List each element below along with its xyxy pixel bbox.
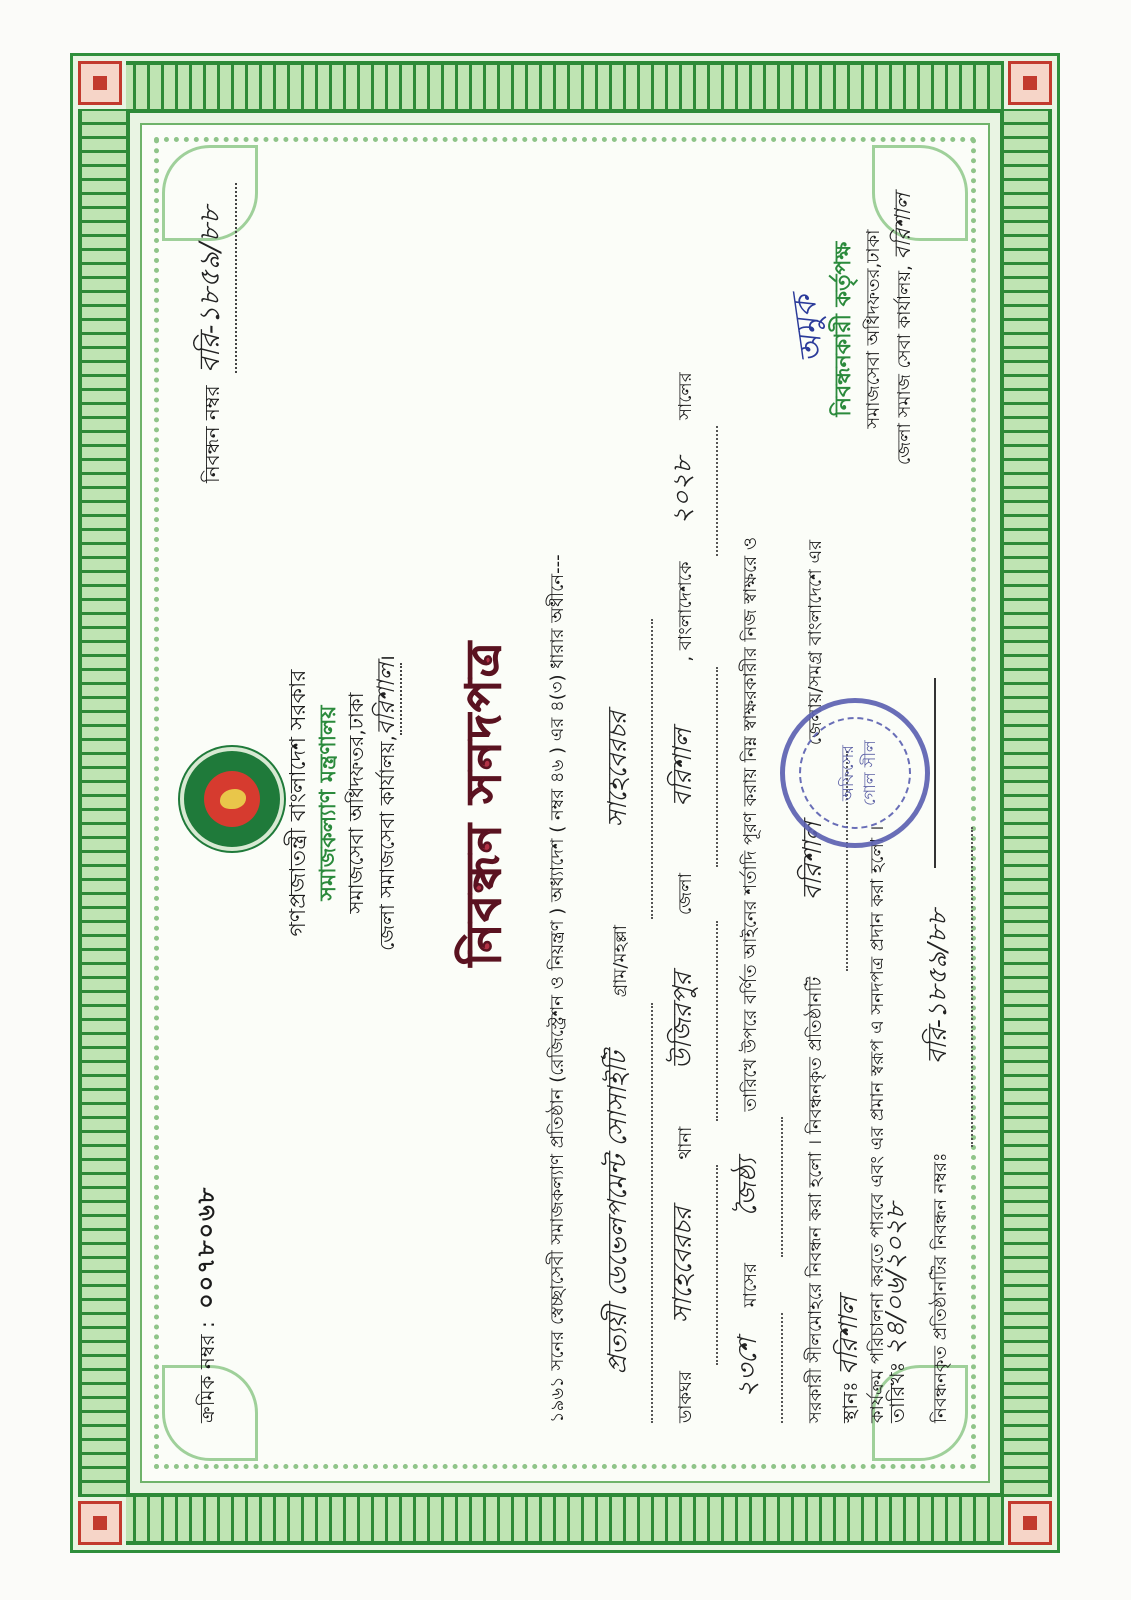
thana-label: থানা	[675, 1126, 696, 1160]
serial-value: ০০৭৮০৬৮	[192, 1185, 220, 1309]
office-prefix: জেলা সমাজসেবা কার্যালয়,	[375, 735, 400, 951]
border-bottom	[1000, 109, 1052, 1497]
seal-underline	[934, 678, 936, 868]
month-value: জৈষ্ঠ্য	[733, 1158, 763, 1217]
year-value: ২০২৮	[668, 456, 698, 525]
authority-office-prefix: জেলা সমাজ সেবা কার্যালয়,	[894, 265, 915, 466]
body-text: সরকারী সীলমোহরে নিবন্ধন করা হলো । নিবন্ধনকৃত প্রতিষ্ঠানটি	[805, 976, 826, 1423]
certificate	[70, 53, 1060, 1553]
post-value: সাহেবেরচর	[668, 1206, 698, 1324]
certificate-footer	[700, 183, 950, 1423]
registration-value: বরি-১৮৫৯/৮৮	[188, 183, 237, 373]
corner-ornament-icon	[78, 1501, 122, 1545]
corner-ornament-icon	[78, 61, 122, 105]
authority-department: সমাজসেবা অধিদফতর,ঢাকা	[863, 229, 884, 429]
office-district: বরিশাল	[372, 662, 401, 736]
org-name: প্রত্যয়ী ডেভেলপমেন্ট সোসাইটি	[603, 1051, 633, 1375]
date-label: তারিখঃ	[885, 1361, 909, 1423]
authority-title: নিবন্ধনকারী কর্তৃপক্ষ	[831, 241, 856, 417]
certificate-content	[180, 183, 953, 1423]
office-name	[370, 183, 402, 1423]
date-line	[873, 1203, 920, 1423]
village-field	[588, 619, 653, 919]
government-name: গণপ্রজাতন্ত্রী বাংলাদেশ সরকার	[286, 669, 311, 937]
area-value: বরিশাল	[798, 821, 828, 901]
ministry-name: সমাজকল্যাণ মন্ত্রণালয়	[315, 705, 341, 901]
body-text: কার্যক্রম পরিচালনা করতে পারবে এবং এর প্রমান স্বরূপ এ সনদপত্র প্রদান করা হলো ।	[867, 825, 888, 1423]
year-suffix: সালের	[675, 372, 696, 420]
office-seal-stamp	[780, 698, 930, 848]
department-name: সমাজসেবা অধিদফতর,ঢাকা	[344, 692, 369, 914]
certificate-header	[284, 183, 403, 1423]
registration-number	[188, 183, 237, 483]
seal-line-2: গোল সীল	[860, 740, 879, 806]
body-text: ১৯৬১ সনের স্বেচ্ছাসেবী সমাজকল্যাণ প্রতিষ্ঠান (রেজিস্ট্রেশন ও নিয়ন্ত্রণ ) অধ্যাদেশ ( নম্বর ৪৬ ) এর ৪(৩) ধারার অধীনে	[547, 573, 568, 1423]
org-name-field	[588, 1003, 653, 1423]
government-emblem-icon	[180, 747, 284, 851]
seal-line-1: অফিসের	[838, 745, 857, 801]
reg-number-label: নিবন্ধনকৃত প্রতিষ্ঠানটির নিবন্ধন নম্বরঃ	[930, 1152, 951, 1423]
body-text: জেলায়/সমগ্র বাংলাদেশে এর	[805, 539, 826, 746]
place-date-block	[826, 1203, 920, 1423]
district-value: বরিশাল	[668, 728, 698, 807]
corner-ornament-icon	[1008, 1501, 1052, 1545]
place-value: বরিশাল	[834, 1296, 864, 1375]
body-text: তারিখে উপরে বর্ণিত আইনের শর্তাদি পূরণ করায় নিম্ন স্বাক্ষরকারীর নিজ স্বাক্ষরে ও	[740, 536, 761, 1112]
authority-district: বরিশাল	[891, 193, 916, 260]
country-text: , বাংলাদেশকে	[675, 561, 696, 662]
body-line-1: ১৯৬১ সনের স্বেচ্ছাসেবী সমাজকল্যাণ প্রতিষ্ঠান (রেজিস্ট্রেশন ও নিয়ন্ত্রণ ) অধ্যাদেশ ( নম্বর ৪৬ ) এর ৪(৩) ধারার অধীনে---	[547, 554, 568, 1423]
thana-value: উজিরপুর	[668, 972, 698, 1070]
office-suffix: ।	[375, 655, 400, 663]
certificate-title: নিবন্ধন সনদপত্র	[456, 640, 512, 966]
corner-ornament-icon	[1008, 61, 1052, 105]
border-top	[78, 109, 130, 1497]
place-line	[826, 1203, 873, 1423]
authority-office	[889, 193, 920, 465]
registration-label: নিবন্ধন নম্বর	[200, 385, 224, 484]
serial-label: ক্রমিক নম্বর :	[195, 1321, 219, 1423]
body-line-2	[588, 183, 653, 1423]
reg-number-value: বরি-১৮৫৯/৮৮	[923, 909, 953, 1065]
post-label: ডাকঘর	[675, 1370, 696, 1423]
serial-number	[188, 1186, 228, 1423]
place-label: স্থানঃ	[838, 1381, 862, 1423]
border-left	[126, 1493, 1004, 1545]
village-value: সাহেবেরচর	[603, 711, 633, 828]
month-label: মাসের	[740, 1263, 761, 1308]
date-value: ২৩শে	[733, 1338, 763, 1398]
border-right	[126, 61, 1004, 113]
district-label: জেলা	[675, 873, 696, 916]
authority-block	[784, 193, 920, 466]
issue-date-value: ২৪/০৬/২০২৮	[881, 1202, 911, 1356]
village-label: গ্রাম/মহল্লা	[610, 925, 631, 998]
authority-signature: অমুক	[784, 292, 832, 366]
